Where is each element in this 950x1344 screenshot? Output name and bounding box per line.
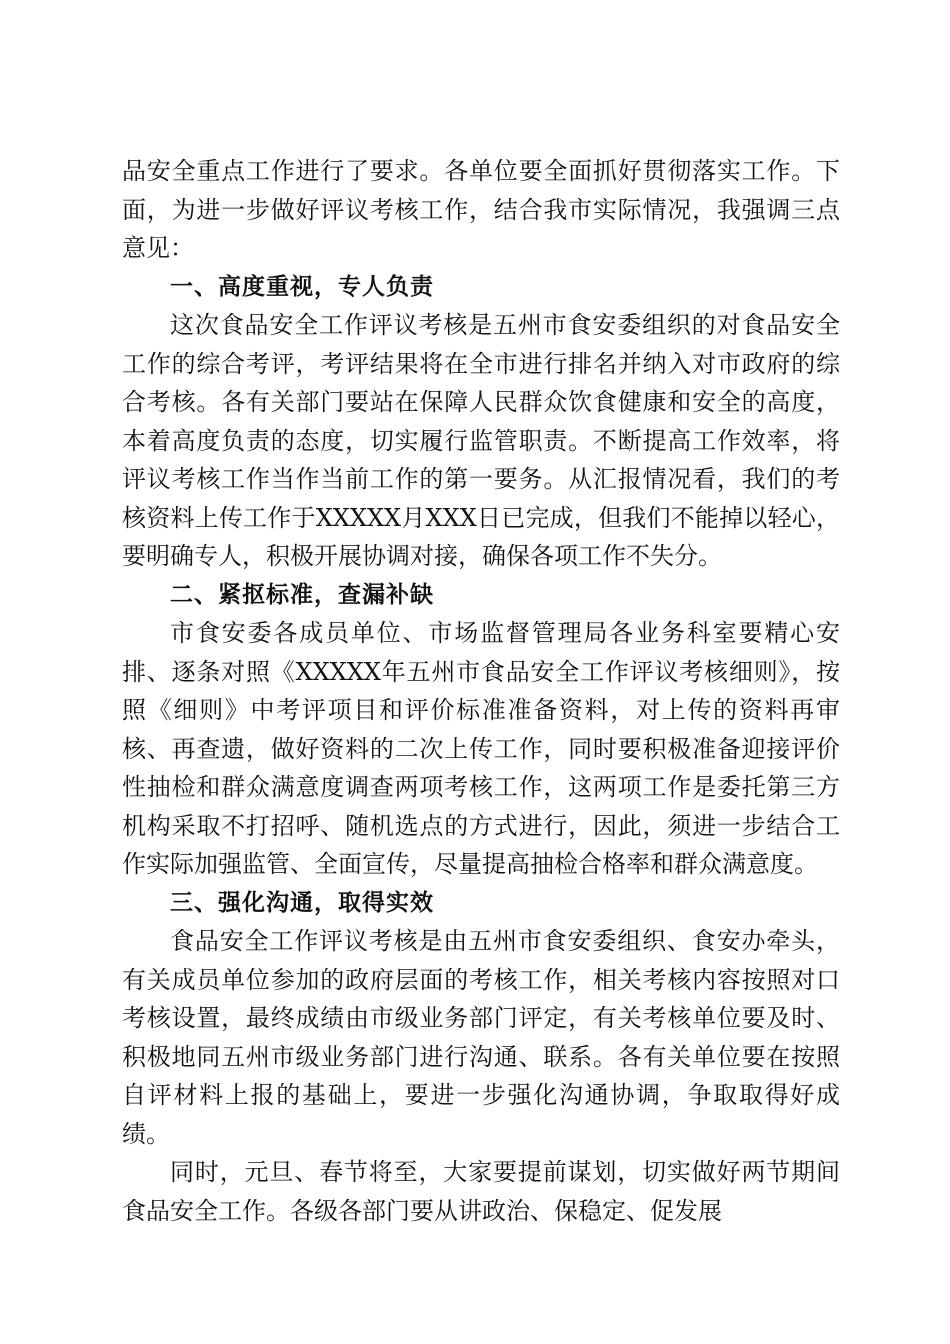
section-heading-3: 三、强化沟通，取得实效: [170, 889, 434, 916]
paragraph-intro: 品安全重点工作进行了要求。各单位要全面抓好贯彻落实工作。下面，为进一步做好评议考核工作，结合我市实际情况，我强调三点意见：: [122, 157, 840, 262]
document-page: [122, 152, 840, 1230]
paragraph-closing: 同时，元旦、春节将至，大家要提前谋划，切实做好两节期间食品安全工作。各级各部门要从讲政治、保稳定、促发展: [122, 1158, 840, 1225]
paragraph-section-2: 市食安委各成员单位、市场监督管理局各业务科室要精心安排、逐条对照《XXXXX年五州市食品安全工作评议考核细则》，按照《细则》中考评项目和评价标准准备资料，对上传的资料再审核、再查遗，做好资料的二次上传工作，同时要积极准备迎接评价性抽检和群众满意度调查两项考核工作，这两项工作是委托第三方机构采取不打招呼、随机选点的方式进行，因此，须进一步结合工作实际加强监管、全面宣传，尽量提高抽检合格率和群众满意度。: [122, 619, 840, 878]
section-heading-1: 一、高度重视，专人负责: [170, 273, 434, 300]
paragraph-section-1: 这次食品安全工作评议考核是五州市食安委组织的对食品安全工作的综合考评，考评结果将在全市进行排名并纳入对市政府的综合考核。各有关部门要站在保障人民群众饮食健康和安全的高度，本着高度负责的态度，切实履行监管职责。不断提高工作效率，将评议考核工作当作当前工作的第一要务。从汇报情况看，我们的考核资料上传工作于XXXXX月XXX日已完成，但我们不能掉以轻心，要明确专人，积极开展协调对接，确保各项工作不失分。: [122, 311, 840, 570]
paragraph-section-3: 食品安全工作评议考核是由五州市食安委组织、食安办牵头，有关成员单位参加的政府层面的考核工作，相关考核内容按照对口考核设置，最终成绩由市级业务部门评定，有关考核单位要及时、积极地同五州市级业务部门进行沟通、联系。各有关单位要在按照自评材料上报的基础上，要进一步强化沟通协调，争取取得好成绩。: [122, 927, 840, 1148]
section-heading-2: 二、紧抠标准，查漏补缺: [170, 581, 434, 608]
